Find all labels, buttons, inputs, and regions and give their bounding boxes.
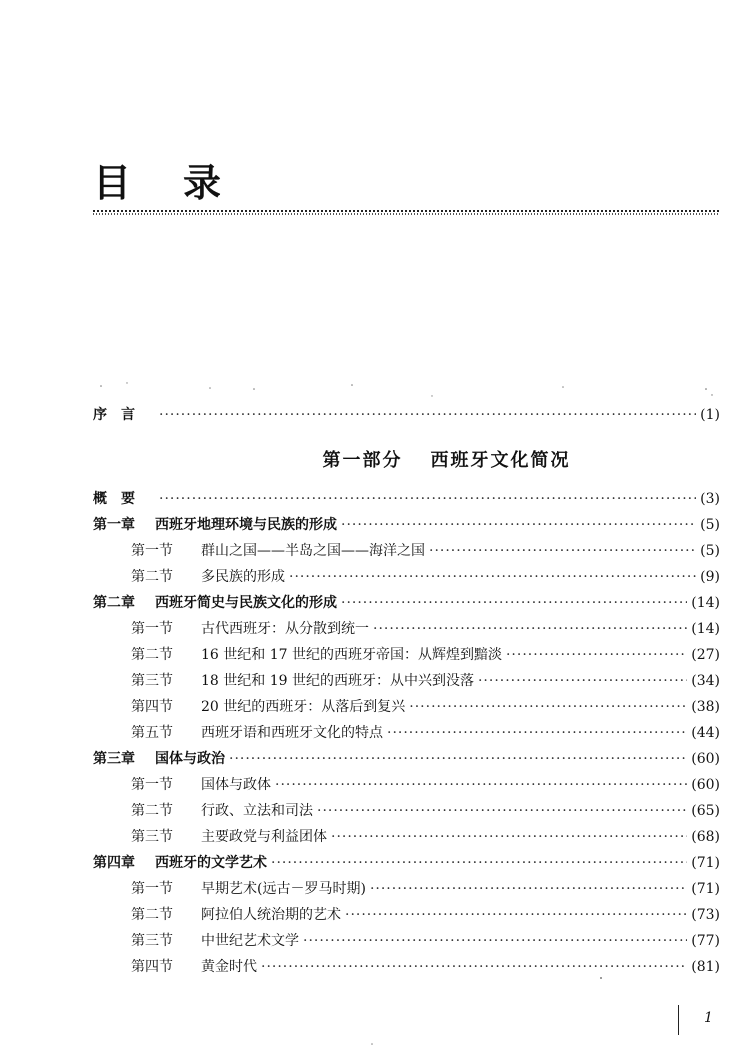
toc-entry[interactable] (93, 566, 720, 592)
leader-dots (229, 751, 687, 767)
leader-dots (373, 621, 687, 637)
leader-dots (478, 673, 687, 689)
toc-entry-page: (3) (700, 491, 720, 507)
toc-entry-label: 第一章 (93, 517, 135, 533)
toc-entry-page: (60) (691, 777, 720, 793)
toc-entry-label: 第二节 (131, 569, 173, 585)
toc-entry[interactable] (93, 800, 720, 826)
toc-entry-page: (71) (691, 881, 720, 897)
toc-entry-page: (5) (700, 543, 720, 559)
toc-entry-label: 第一节 (131, 543, 173, 559)
toc-entry[interactable] (93, 670, 720, 696)
leader-dots (289, 569, 696, 585)
part-label: 第一部分 (322, 450, 403, 471)
toc-entry-page: (1) (700, 407, 720, 423)
toc-entry-page: (38) (691, 699, 720, 715)
leader-dots (409, 699, 687, 715)
toc-entry-label: 第一节 (131, 777, 173, 793)
toc-entry-label: 第一节 (131, 621, 173, 637)
toc-entry-page: (68) (691, 829, 720, 845)
title-divider (93, 210, 720, 215)
toc-entry[interactable] (93, 592, 720, 618)
toc-entry[interactable] (93, 540, 720, 566)
toc-entry-label: 第二节 (131, 647, 173, 663)
toc-entry[interactable] (93, 696, 720, 722)
toc-entry-page: (73) (691, 907, 720, 923)
toc-entry-label: 序 言 (93, 407, 135, 423)
toc-entry-title: 16 世纪和 17 世纪的西班牙帝国：从辉煌到黯淡 (201, 647, 502, 663)
toc-entry[interactable] (93, 878, 720, 904)
toc-entry-label: 第三节 (131, 933, 173, 949)
toc-entry-page: (65) (691, 803, 720, 819)
leader-dots (261, 959, 687, 975)
toc-entry-title: 主要政党与利益团体 (201, 829, 327, 845)
toc-entry-title: 18 世纪和 19 世纪的西班牙：从中兴到没落 (201, 673, 474, 689)
toc-title (93, 152, 221, 207)
toc-entry[interactable] (93, 930, 720, 956)
toc-entry-title: 中世纪艺术文学 (201, 933, 299, 949)
toc-entry-page: (81) (691, 959, 720, 975)
toc-entry-label: 概 要 (93, 491, 135, 507)
toc-entry-title: 西班牙的文学艺术 (155, 855, 267, 871)
toc-entry-page: (14) (691, 621, 720, 637)
leader-dots (275, 777, 687, 793)
leader-dots (370, 881, 687, 897)
leader-dots (331, 829, 687, 845)
toc-entry[interactable] (93, 514, 720, 540)
toc-entry-title: 国体与政体 (201, 777, 271, 793)
toc-entry[interactable] (93, 722, 720, 748)
part-title: 西班牙文化简况 (430, 450, 571, 471)
leader-dots (345, 907, 687, 923)
toc-title-char-2: 录 (183, 161, 222, 205)
toc-entry-page: (14) (691, 595, 720, 611)
leader-dots (271, 855, 687, 871)
toc-entry-title: 早期艺术(远古－罗马时期) (201, 881, 366, 897)
toc-entry-label: 第四章 (93, 855, 135, 871)
toc-entry-title: 阿拉伯人统治期的艺术 (201, 907, 341, 923)
toc-entry-page: (60) (691, 751, 720, 767)
toc-entry-title: 西班牙语和西班牙文化的特点 (201, 725, 383, 741)
toc-entry-title: 西班牙地理环境与民族的形成 (155, 517, 337, 533)
toc-entry[interactable] (93, 956, 720, 982)
toc-entry-title: 古代西班牙：从分散到统一 (201, 621, 369, 637)
toc-entry-label: 第四节 (131, 959, 173, 975)
toc-entry-label: 第三节 (131, 829, 173, 845)
toc-title-char-1: 目 (93, 161, 132, 205)
toc-entry-page: (71) (691, 855, 720, 871)
toc-entry-label: 第四节 (131, 699, 173, 715)
leader-dots (341, 517, 696, 533)
toc-entry-title: 西班牙简史与民族文化的形成 (155, 595, 337, 611)
leader-dots (317, 803, 687, 819)
toc-entry-page: (27) (691, 647, 720, 663)
leader-dots (506, 647, 687, 663)
toc-entry-label: 第二节 (131, 907, 173, 923)
toc-entry-label: 第二章 (93, 595, 135, 611)
part-heading (93, 430, 720, 488)
toc-entry-title: 多民族的形成 (201, 569, 285, 585)
toc-entry-title: 行政、立法和司法 (201, 803, 313, 819)
leader-dots (159, 491, 696, 507)
toc-entry-page: (9) (700, 569, 720, 585)
toc-entry[interactable] (93, 826, 720, 852)
toc-entry[interactable] (93, 748, 720, 774)
toc-entry-title: 群山之国——半岛之国——海洋之国 (201, 543, 425, 559)
toc-entry[interactable] (93, 904, 720, 930)
toc-entry-label: 第一节 (131, 881, 173, 897)
toc-entry-page: (77) (691, 933, 720, 949)
leader-dots (303, 933, 687, 949)
leader-dots (429, 543, 696, 559)
toc-entry-label: 第三章 (93, 751, 135, 767)
toc-entry-page: (5) (700, 517, 720, 533)
toc-entry[interactable] (93, 852, 720, 878)
toc-entry-label: 第五节 (131, 725, 173, 741)
table-of-contents (93, 404, 720, 982)
toc-entry-preface[interactable] (93, 404, 720, 430)
toc-entry-label: 第二节 (131, 803, 173, 819)
page-number: 1 (704, 1010, 713, 1026)
toc-entry-title: 20 世纪的西班牙：从落后到复兴 (201, 699, 406, 715)
toc-entry-page: (34) (691, 673, 720, 689)
toc-entry[interactable] (93, 618, 720, 644)
toc-entry-title: 黄金时代 (201, 959, 257, 975)
leader-dots (341, 595, 687, 611)
page-edge-mark (678, 1005, 679, 1035)
leader-dots (387, 725, 687, 741)
toc-entry[interactable] (93, 488, 720, 514)
toc-entry[interactable] (93, 644, 720, 670)
toc-entry-title: 国体与政治 (155, 751, 225, 767)
toc-entry-label: 第三节 (131, 673, 173, 689)
leader-dots (159, 407, 696, 423)
toc-entry-page: (44) (691, 725, 720, 741)
toc-entry[interactable] (93, 774, 720, 800)
